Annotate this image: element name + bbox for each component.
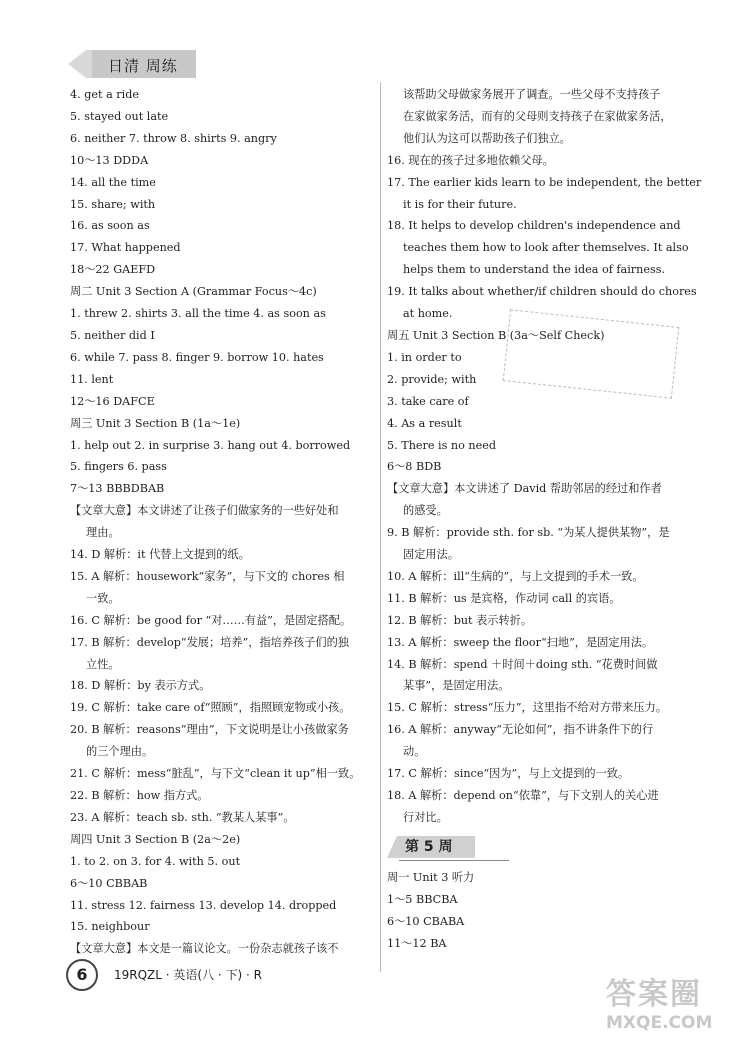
answer-line: 19. C 解析：take care of“照顾”，指照顾宠物或小孩。 xyxy=(70,701,351,715)
week-banner-label: 第 5 周 xyxy=(405,838,453,855)
watermark-line1: 答案圈 xyxy=(606,977,702,1012)
answer-line: 固定用法。 xyxy=(403,548,459,562)
answer-line: 16. 现在的孩子过多地依赖父母。 xyxy=(387,153,554,167)
right-column xyxy=(387,84,702,954)
answer-line: 16. as soon as xyxy=(70,219,150,233)
answer-line: 周二 Unit 3 Section A (Grammar Focus～4c) xyxy=(70,285,317,299)
week-banner xyxy=(387,833,687,861)
answer-line: 周五 Unit 3 Section B (3a～Self Check) xyxy=(387,328,605,342)
answer-line: 15. A 解析：housework“家务”，与下文的 chores 相 xyxy=(70,569,345,583)
column-divider xyxy=(380,82,381,972)
answer-line: 14. all the time xyxy=(70,175,156,189)
answer-line: 立性。 xyxy=(86,657,120,671)
answer-line: 11～12 BA xyxy=(387,936,447,950)
answer-line: 的三个理由。 xyxy=(86,745,154,759)
answer-line: 动。 xyxy=(403,745,426,759)
answer-line: 1～5 BBCBA xyxy=(387,892,458,906)
answer-line: 5. neither did I xyxy=(70,328,155,342)
answer-line: 6. while 7. pass 8. finger 9. borrow 10. hates xyxy=(70,350,324,364)
answer-line: 10. A 解析：ill“生病的”，与上文提到的手术一致。 xyxy=(387,569,644,583)
answer-line: 1. to 2. on 3. for 4. with 5. out xyxy=(70,854,241,868)
answer-line: 5. There is no need xyxy=(387,438,497,452)
answer-line: 15. neighbour xyxy=(70,920,150,934)
answer-line: helps them to understand the idea of fairness. xyxy=(403,263,666,277)
answer-line: 周一 Unit 3 听力 xyxy=(387,870,475,884)
answer-line: 14. D 解析：it 代替上文提到的纸。 xyxy=(70,548,250,562)
watermark-logo xyxy=(606,978,742,1040)
answer-line: 18. D 解析：by 表示方式。 xyxy=(70,679,211,693)
answer-line: 12. B 解析：but 表示转折。 xyxy=(387,613,533,627)
right-column-answers xyxy=(387,84,702,829)
answer-line: 2. provide; with xyxy=(387,372,477,386)
answer-line: 在家做家务活，而有的父母则支持孩子在家做家务活， xyxy=(403,109,672,123)
answer-line: 1. threw 2. shirts 3. all the time 4. as soon as xyxy=(70,307,326,321)
answer-line: at home. xyxy=(403,307,453,321)
answer-line: 行对比。 xyxy=(403,810,448,824)
answer-line: 某事”，是固定用法。 xyxy=(403,679,510,693)
answer-line: 13. A 解析：sweep the floor“扫地”，是固定用法。 xyxy=(387,635,654,649)
answer-line: 6～8 BDB xyxy=(387,460,442,474)
answer-line: 【文章大意】本文是一篇议论文。一份杂志就孩子该不 xyxy=(70,942,339,956)
answer-line: 20. B 解析：reasons“理由”，下文说明是让小孩做家务 xyxy=(70,723,349,737)
answer-line: 5. stayed out late xyxy=(70,109,169,123)
answer-line: 22. B 解析：how 指方式。 xyxy=(70,789,209,802)
answer-line: 16. A 解析：anyway“无论如何”，指不讲条件下的行 xyxy=(387,723,654,737)
answer-line: 18. A 解析：depend on“依靠”，与下文别人的关心进 xyxy=(387,789,659,802)
answer-line: 3. take care of xyxy=(387,394,469,408)
answer-line: 4. As a result xyxy=(387,416,462,430)
answer-line: 一致。 xyxy=(86,591,120,605)
answer-line: 1. in order to xyxy=(387,350,462,364)
answer-line: 5. fingers 6. pass xyxy=(70,460,167,474)
answer-line: 17. B 解析：develop“发展；培养”，指培养孩子们的独 xyxy=(70,635,349,649)
answer-line: 理由。 xyxy=(86,526,120,540)
answer-line: 4. get a ride xyxy=(70,88,139,101)
answer-line: 【文章大意】本文讲述了 David 帮助邻居的经过和作者 xyxy=(387,482,662,496)
answer-line: 16. C 解析：be good for “对……有益”，是固定搭配。 xyxy=(70,613,352,627)
answer-line: 【文章大意】本文讲述了让孩子们做家务的一些好处和 xyxy=(70,504,339,518)
answer-line: 17. The earlier kids learn to be independent, the better xyxy=(387,175,702,189)
header-title: 日清 周练 xyxy=(108,57,178,75)
page-number: 6 xyxy=(66,959,98,991)
answer-line: 11. B 解析：us 是宾格，作动词 call 的宾语。 xyxy=(387,591,621,605)
answer-line: 21. C 解析：mess“脏乱”，与下文“clean it up”相一致。 xyxy=(70,767,361,781)
answer-line: 23. A 解析：teach sb. sth. “教某人某事”。 xyxy=(70,810,295,824)
week-banner-underline xyxy=(399,860,509,861)
watermark-line2: MXQE.COM xyxy=(606,1013,713,1033)
answer-line: 12～16 DAFCE xyxy=(70,394,155,408)
answer-line: 17. C 解析：since“因为”，与上文提到的一致。 xyxy=(387,767,630,781)
book-code: 19RQZL · 英语(八 · 下) · R xyxy=(114,968,262,982)
answer-line: 的感受。 xyxy=(403,504,448,518)
answer-line: 14. B 解析：spend ＋时间＋doing sth. “花费时间做 xyxy=(387,657,658,671)
answer-line: 周四 Unit 3 Section B (2a～2e) xyxy=(70,832,241,846)
answer-line: 周三 Unit 3 Section B (1a～1e) xyxy=(70,416,241,430)
answer-line: 6. neither 7. throw 8. shirts 9. angry xyxy=(70,131,277,145)
answer-line: 19. It talks about whether/if children should do chores xyxy=(387,285,697,299)
answer-line: 17. What happened xyxy=(70,241,181,255)
answer-line: 18～22 GAEFD xyxy=(70,263,156,277)
answer-line: 15. share; with xyxy=(70,197,156,211)
answer-line: 9. B 解析：provide sth. for sb. “为某人提供某物”，是 xyxy=(387,526,670,540)
answer-line: 6～10 CBBAB xyxy=(70,876,148,890)
answer-line: 该帮助父母做家务展开了调查。一些父母不支持孩子 xyxy=(403,88,661,101)
answer-line: 6～10 CBABA xyxy=(387,914,465,928)
answer-line: 11. stress 12. fairness 13. develop 14. dropped xyxy=(70,898,337,912)
answer-line: 1. help out 2. in surprise 3. hang out 4. borrowed xyxy=(70,438,351,452)
answer-line: 11. lent xyxy=(70,372,114,386)
week5-answers xyxy=(387,867,687,955)
left-column xyxy=(70,84,370,960)
answer-line: 15. C 解析：stress“压力”，这里指不给对方带来压力。 xyxy=(387,701,667,715)
answer-line: 7～13 BBBDBAB xyxy=(70,482,165,496)
answer-line: teaches them how to look after themselves. It also xyxy=(403,241,689,255)
answer-line: 18. It helps to develop children's independence and xyxy=(387,219,681,233)
answer-line: 他们认为这可以帮助孩子们独立。 xyxy=(403,131,571,145)
answer-line: 10～13 DDDA xyxy=(70,153,149,167)
answer-line: it is for their future. xyxy=(403,197,517,211)
